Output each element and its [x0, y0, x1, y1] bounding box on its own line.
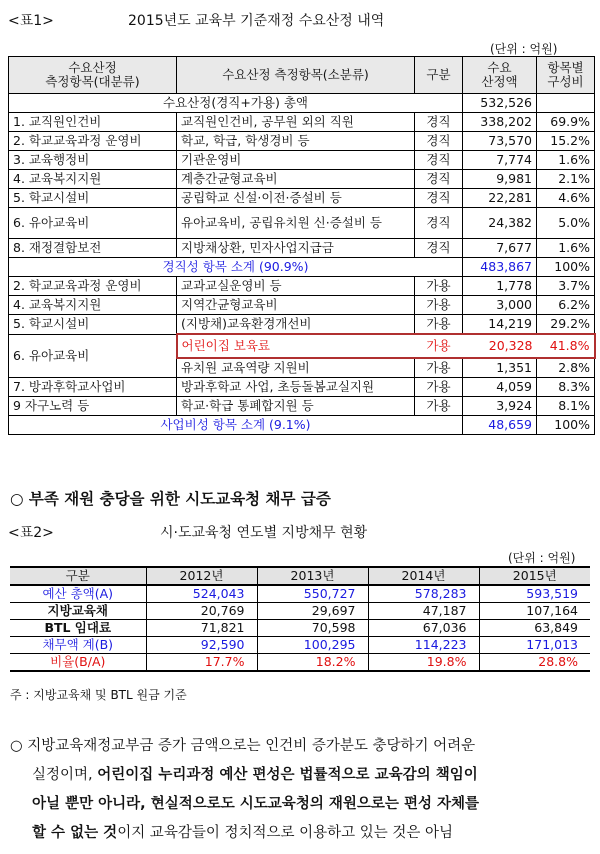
cell-ratio: 1.6%	[537, 239, 595, 258]
cell-major: 5. 학교시설비	[9, 189, 177, 208]
cell-type: 경직	[415, 170, 463, 189]
table-row	[9, 239, 595, 258]
total-row	[9, 94, 595, 113]
cell-ratio: 8.1%	[537, 397, 595, 416]
table-row	[9, 296, 595, 315]
table-row	[9, 277, 595, 296]
paragraph-line: ○ 지방교육재정교부금 증가 금액으로는 인건비 증가분도 충당하기 어려운	[10, 738, 476, 754]
paragraph-line: 아닐 뿐만 아니라, 현실적으로도 시도교육청의 재원으로는 편성 자체를	[32, 796, 480, 812]
childcare-amount: 20,328	[463, 334, 537, 358]
header-year: 2015년	[479, 567, 590, 585]
cell-major: 1. 교직원인건비	[9, 113, 177, 132]
table-header-row	[10, 567, 590, 585]
table-row	[10, 620, 590, 637]
cell-minor: 지방채상환, 민자사업지급금	[177, 239, 415, 258]
cell-value: 70,598	[257, 620, 368, 637]
cell-ratio: 29.2%	[537, 315, 595, 335]
table-row	[10, 637, 590, 654]
cell-value: 171,013	[479, 637, 590, 654]
flex-subtotal-amount: 48,659	[463, 416, 537, 435]
cell-major: 6. 유아교육비	[9, 208, 177, 239]
cell-type: 경직	[415, 189, 463, 208]
cell-minor: (지방채)교육환경개선비	[177, 315, 415, 335]
table-row	[9, 113, 595, 132]
cell-minor: 교직원인건비, 공무원 외의 직원	[177, 113, 415, 132]
cell-major: 9 자구노력 등	[9, 397, 177, 416]
cell-amount: 3,000	[463, 296, 537, 315]
cell-value: 100,295	[257, 637, 368, 654]
cell-type: 경직	[415, 132, 463, 151]
table2-title: 시·도교육청 연도별 지방채무 현황	[160, 525, 368, 541]
cell-type: 경직	[415, 208, 463, 239]
cell-amount: 7,774	[463, 151, 537, 170]
table-row	[10, 654, 590, 672]
cell-amount: 1,351	[463, 358, 537, 378]
cell-value: 524,043	[146, 585, 257, 603]
flex-subtotal-row	[9, 416, 595, 435]
cell-ratio: 2.1%	[537, 170, 595, 189]
cell-type: 경직	[415, 151, 463, 170]
row-label: 비율(B/A)	[10, 654, 146, 672]
cell-major: 5. 학교시설비	[9, 315, 177, 335]
cell-minor: 유치원 교육역량 지원비	[177, 358, 415, 378]
cell-minor: 지역간균형교육비	[177, 296, 415, 315]
cell-amount: 4,059	[463, 378, 537, 397]
table-row	[9, 208, 595, 239]
cell-value: 550,727	[257, 585, 368, 603]
cell-type: 경직	[415, 239, 463, 258]
childcare-row	[9, 334, 595, 358]
table-row	[9, 397, 595, 416]
table-row	[9, 132, 595, 151]
cell-type: 가용	[415, 277, 463, 296]
cell-value: 20,769	[146, 603, 257, 620]
section-heading: ○ 부족 재원 충당을 위한 시도교육청 채무 급증	[10, 490, 331, 508]
cell-type: 가용	[415, 296, 463, 315]
cell-amount: 24,382	[463, 208, 537, 239]
row-label: 채무액 계(B)	[10, 637, 146, 654]
cell-major: 7. 방과후학교사업비	[9, 378, 177, 397]
budget-table	[8, 56, 596, 435]
cell-type: 가용	[415, 378, 463, 397]
cell-amount: 7,677	[463, 239, 537, 258]
table2-label: <표2>	[8, 525, 54, 541]
cell-value: 47,187	[368, 603, 479, 620]
header-major: 수요산정 측정항목(대분류)	[9, 57, 177, 94]
cell-value: 92,590	[146, 637, 257, 654]
cell-amount: 338,202	[463, 113, 537, 132]
row-label: BTL 임대료	[10, 620, 146, 637]
cell-ratio: 69.9%	[537, 113, 595, 132]
cell-value: 19.8%	[368, 654, 479, 672]
total-amount: 532,526	[463, 94, 537, 113]
cell-ratio: 1.6%	[537, 151, 595, 170]
table-header-row	[9, 57, 595, 94]
table1-title: 2015년도 교육부 기준재정 수요산정 내역	[128, 13, 385, 29]
cell-ratio: 8.3%	[537, 378, 595, 397]
cell-major: 4. 교육복지지원	[9, 296, 177, 315]
header-ratio: 항목별 구성비	[537, 57, 595, 94]
rigid-subtotal-label: 경직성 항목 소계 (90.9%)	[9, 258, 463, 277]
rigid-subtotal-ratio: 100%	[537, 258, 595, 277]
cell-ratio: 2.8%	[537, 358, 595, 378]
header-amount: 수요 산정액	[463, 57, 537, 94]
paragraph-line: 실정이며, 어린이집 누리과정 예산 편성은 법률적으로 교육감의 책임이	[32, 767, 478, 783]
table-row	[9, 315, 595, 335]
table1-unit: (단위 : 억원)	[490, 42, 558, 56]
cell-value: 578,283	[368, 585, 479, 603]
cell-major: 8. 재정결함보전	[9, 239, 177, 258]
cell-amount: 22,281	[463, 189, 537, 208]
cell-ratio: 5.0%	[537, 208, 595, 239]
total-label: 수요산정(경직+가용) 총액	[9, 94, 463, 113]
childcare-type: 가용	[415, 334, 463, 358]
table-row	[9, 378, 595, 397]
header-year: 2014년	[368, 567, 479, 585]
cell-value: 71,821	[146, 620, 257, 637]
cell-value: 63,849	[479, 620, 590, 637]
cell-amount: 14,219	[463, 315, 537, 335]
paragraph-line: 할 수 없는 것이지 교육감들이 정치적으로 이용하고 있는 것은 아님	[32, 825, 453, 841]
cell-value: 28.8%	[479, 654, 590, 672]
table-row	[10, 603, 590, 620]
header-minor: 수요산정 측정항목(소분류)	[177, 57, 415, 94]
cell-value: 18.2%	[257, 654, 368, 672]
cell-major: 2. 학교교육과정 운영비	[9, 277, 177, 296]
cell-ratio: 6.2%	[537, 296, 595, 315]
cell-amount: 73,570	[463, 132, 537, 151]
cell-value: 67,036	[368, 620, 479, 637]
flex-subtotal-label: 사업비성 항목 소계 (9.1%)	[9, 416, 463, 435]
childcare-ratio: 41.8%	[537, 334, 595, 358]
table1-label: <표1>	[8, 13, 54, 29]
header-category: 구분	[10, 567, 146, 585]
cell-minor: 계층간균형교육비	[177, 170, 415, 189]
cell-value: 17.7%	[146, 654, 257, 672]
table-row	[9, 151, 595, 170]
cell-major: 2. 학교교육과정 운영비	[9, 132, 177, 151]
cell-major: 3. 교육행정비	[9, 151, 177, 170]
rigid-subtotal-row	[9, 258, 595, 277]
cell-minor: 방과후학교 사업, 초등돌봄교실지원	[177, 378, 415, 397]
cell-minor: 교과교실운영비 등	[177, 277, 415, 296]
cell-value: 593,519	[479, 585, 590, 603]
cell-amount: 3,924	[463, 397, 537, 416]
cell-type: 가용	[415, 315, 463, 335]
row-label: 예산 총액(A)	[10, 585, 146, 603]
flex-subtotal-ratio: 100%	[537, 416, 595, 435]
cell-ratio: 15.2%	[537, 132, 595, 151]
cell-minor: 유아교육비, 공립유치원 신·증설비 등	[177, 208, 415, 239]
debt-table	[10, 566, 590, 672]
cell-value: 107,164	[479, 603, 590, 620]
body-paragraph	[10, 732, 595, 848]
cell-minor: 학교·학급 통폐합지원 등	[177, 397, 415, 416]
cell-ratio: 3.7%	[537, 277, 595, 296]
rigid-subtotal-amount: 483,867	[463, 258, 537, 277]
cell-minor: 학교, 학급, 학생경비 등	[177, 132, 415, 151]
table-row	[9, 189, 595, 208]
table-row	[10, 585, 590, 603]
cell-type: 가용	[415, 397, 463, 416]
cell-type: 경직	[415, 113, 463, 132]
table2-note: 주 : 지방교육채 및 BTL 원금 기준	[10, 688, 187, 702]
cell-minor: 기관운영비	[177, 151, 415, 170]
table2-unit: (단위 : 억원)	[508, 551, 576, 565]
header-year: 2012년	[146, 567, 257, 585]
row-label: 지방교육채	[10, 603, 146, 620]
cell-minor: 공립학교 신설·이전·증설비 등	[177, 189, 415, 208]
table-row	[9, 170, 595, 189]
cell-type: 가용	[415, 358, 463, 378]
childcare-label: 어린이집 보육료	[177, 334, 415, 358]
header-year: 2013년	[257, 567, 368, 585]
cell-ratio: 4.6%	[537, 189, 595, 208]
cell-amount: 9,981	[463, 170, 537, 189]
header-type: 구분	[415, 57, 463, 94]
cell-major: 6. 유아교육비	[9, 334, 177, 378]
cell-value: 29,697	[257, 603, 368, 620]
cell-major: 4. 교육복지지원	[9, 170, 177, 189]
cell-value: 114,223	[368, 637, 479, 654]
cell-amount: 1,778	[463, 277, 537, 296]
